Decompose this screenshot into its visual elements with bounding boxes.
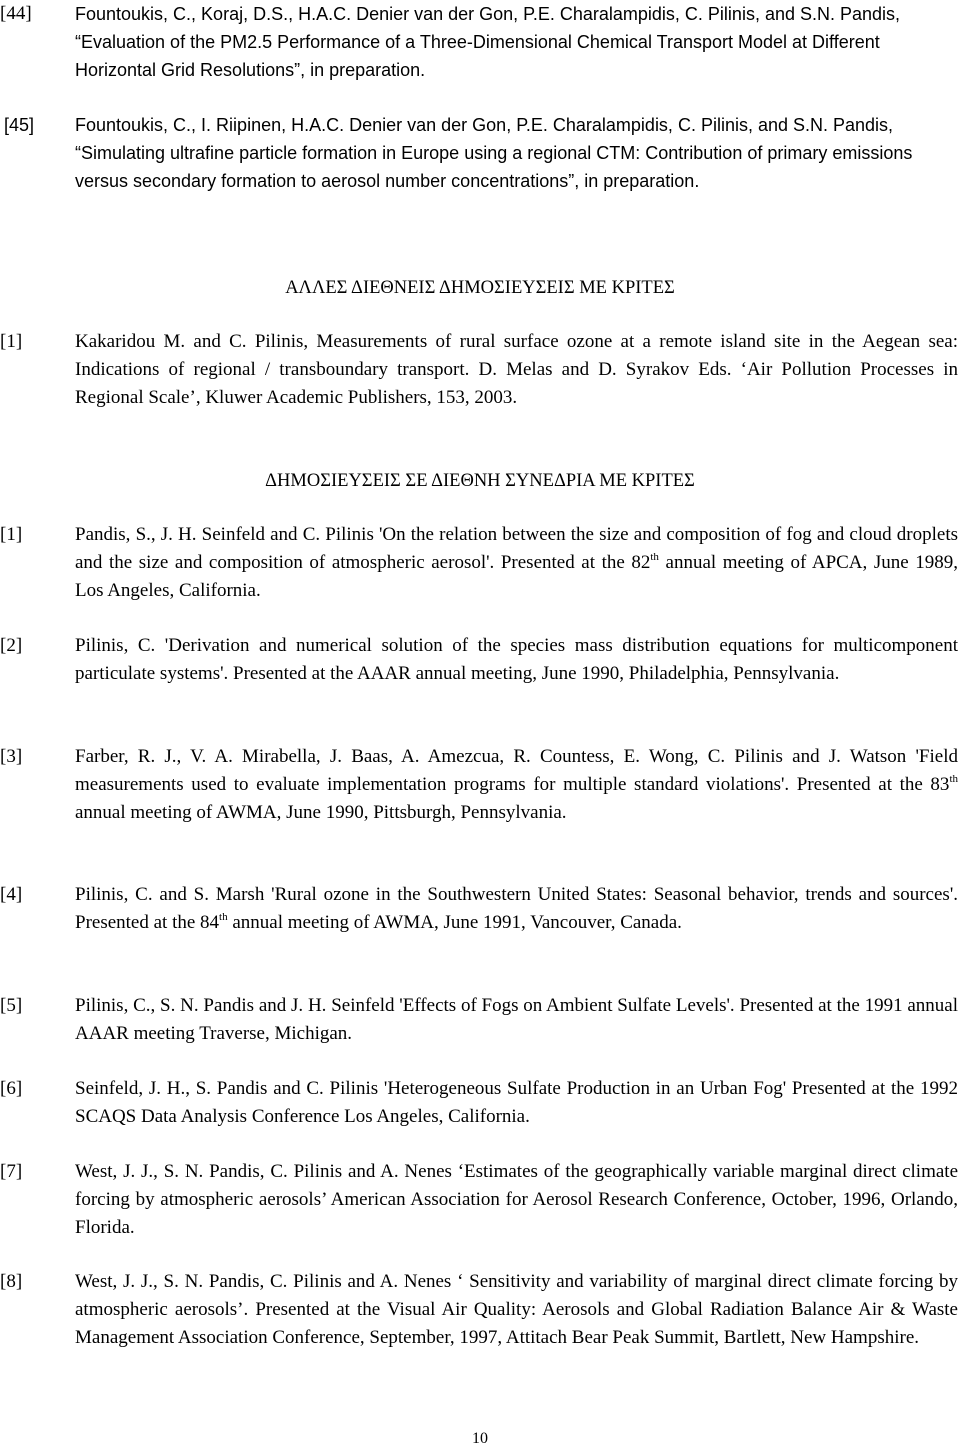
reference-text: Kakaridou M. and C. Pilinis, Measurements of rural surface ozone at a remote island site in the Aegean sea: Indications of regional / transboundary transport. D. Melas and D. Syrakov Eds. ‘Air Pollution Processes in Regional Scale’, Kluwer Academic Publishers, 153, 2003. (75, 331, 958, 408)
reference-text: Seinfeld, J. H., S. Pandis and C. Pilinis 'Heterogeneous Sulfate Production in an Urban Fog' Presented at the 1992 SCAQS Data Analysis Conference Los Angeles, California. (75, 1078, 958, 1127)
reference-number: [1] (0, 524, 23, 545)
reference-number: [5] (0, 995, 23, 1016)
reference-entry (0, 1158, 960, 1242)
reference-number: [6] (0, 1078, 23, 1099)
reference-entry (0, 881, 960, 937)
page-number: 10 (472, 1430, 488, 1447)
reference-text-part: Pilinis, C. and S. Marsh 'Rural ozone in the Southwestern United States: Seasonal behavior, trends and sources'. Presented at the 84 (75, 884, 958, 933)
reference-text: Fountoukis, C., I. Riipinen, H.A.C. Denier van der Gon, P.E. Charalampidis, C. Pilinis, and S.N. Pandis, “Simulating ultrafine particle formation in Europe using a regional CTM: Contribution of primary emissions versus secondary formation to aerosol number concentrations”, in preparation. (75, 115, 913, 191)
reference-text (75, 743, 958, 827)
reference-text: Fountoukis, C., Koraj, D.S., H.A.C. Denier van der Gon, P.E. Charalampidis, C. Pilinis, and S.N. Pandis, “Evaluation of the PM2.5 Performance of a Three-Dimensional Chemical Transport Model at Different Horizontal Grid Resolutions”, in preparation. (75, 4, 901, 80)
reference-text-part: annual meeting of AWMA, June 1990, Pittsburgh, Pennsylvania. (75, 802, 567, 823)
ordinal-suffix: th (949, 773, 958, 785)
ordinal-suffix: th (650, 551, 659, 563)
reference-entry (0, 992, 960, 1048)
reference-number: [45] (4, 115, 35, 135)
reference-text: West, J. J., S. N. Pandis, C. Pilinis and A. Nenes ‘Estimates of the geographically variable marginal direct climate forcing by atmospheric aerosols’ American Association for Aerosol Research Conference, October, 1996, Orlando, Florida. (75, 1161, 958, 1238)
reference-entry (0, 1075, 960, 1131)
reference-entry (0, 0, 960, 84)
reference-text-part: Pandis, S., J. H. Seinfeld and C. Pilinis 'On the relation between the size and composition of fog and cloud droplets and the size and composition of atmospheric aerosol'. Presented at the 82 (75, 524, 958, 573)
reference-text (75, 521, 958, 605)
reference-number: [7] (0, 1161, 23, 1182)
reference-text (75, 881, 958, 937)
reference-number: [8] (0, 1271, 23, 1292)
reference-text: Pilinis, C., S. N. Pandis and J. H. Seinfeld 'Effects of Fogs on Ambient Sulfate Levels'. Presented at the 1991 annual AAAR meeting Traverse, Michigan. (75, 995, 958, 1044)
section-heading: ΔΗΜΟΣΙΕΥΣΕΙΣ ΣΕ ΔΙΕΘΝΗ ΣΥΝΕΔΡΙΑ ΜΕ ΚΡΙΤΕΣ (265, 471, 695, 491)
reference-text: West, J. J., S. N. Pandis, C. Pilinis and A. Nenes ‘ Sensitivity and variability of marginal direct climate forcing by atmospheric aerosols’. Presented at the Visual Air Quality: Aerosols and Global Radiation Balance Air & Waste Management Association Conference, September, 1997, Attitach Bear Peak Summit, Bartlett, New Hampshire. (75, 1271, 958, 1348)
reference-number: [3] (0, 746, 23, 767)
reference-entry (0, 521, 960, 605)
ordinal-suffix: th (219, 911, 228, 923)
section-heading: ΑΛΛΕΣ ΔΙΕΘΝΕΙΣ ΔΗΜΟΣΙΕΥΣΕΙΣ ΜΕ ΚΡΙΤΕΣ (285, 278, 675, 298)
reference-text-part: Farber, R. J., V. A. Mirabella, J. Baas, A. Amezcua, R. Countess, E. Wong, C. Pilinis and J. Watson 'Field measurements used to evaluate implementation programs for multiple standard violations'. Presented at the 83 (75, 746, 958, 795)
reference-text-part: annual meeting of APCA, June 1989, Los Angeles, California. (75, 552, 959, 601)
reference-entry (0, 743, 960, 827)
reference-entry (0, 1268, 960, 1352)
reference-text: Pilinis, C. 'Derivation and numerical solution of the species mass distribution equations for multicomponent particulate systems'. Presented at the AAAR annual meeting, June 1990, Philadelphia, Pennsylvania. (75, 635, 958, 684)
reference-number: [44] (0, 3, 32, 24)
reference-number: [2] (0, 635, 23, 656)
reference-entry (0, 632, 960, 688)
reference-number: [4] (0, 884, 23, 905)
reference-number: [1] (0, 331, 23, 352)
reference-entry (0, 111, 960, 195)
reference-entry (0, 328, 960, 412)
reference-text-part: annual meeting of AWMA, June 1991, Vancouver, Canada. (227, 912, 682, 933)
